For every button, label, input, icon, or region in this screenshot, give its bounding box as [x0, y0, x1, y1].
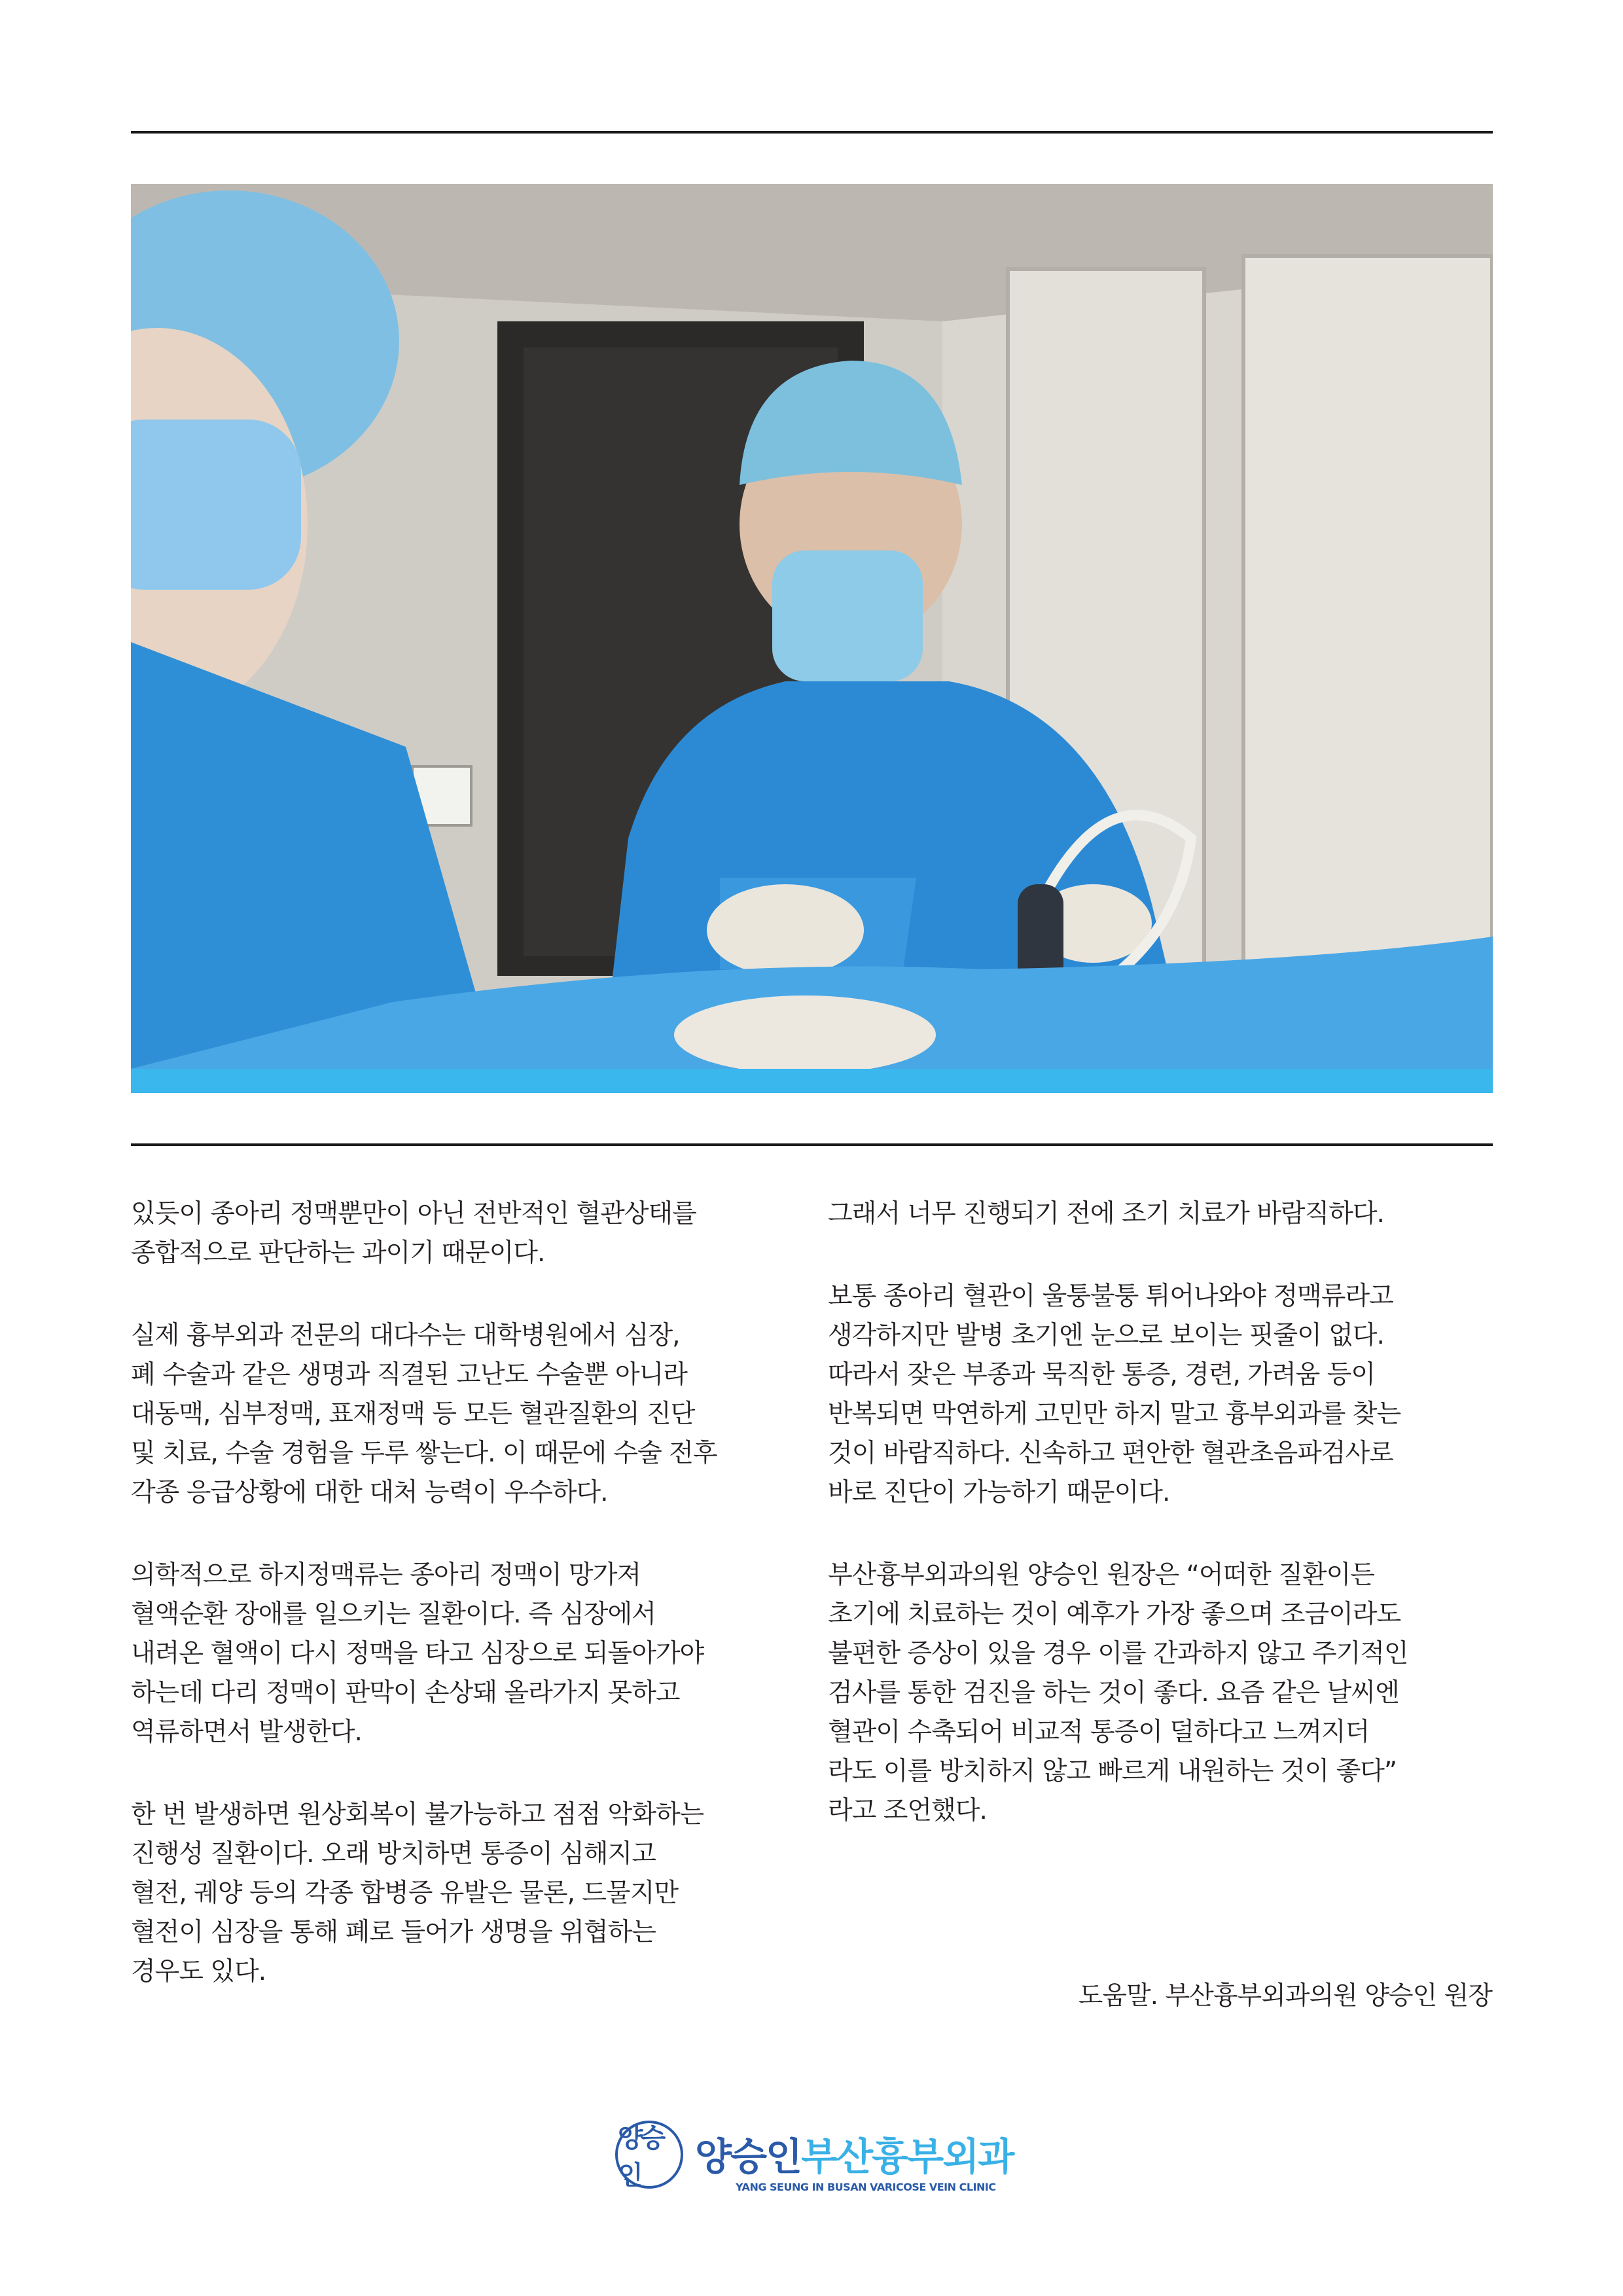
- paragraph-2: 실제 흉부외과 전문의 대다수는 대학병원에서 심장, 폐 수술과 같은 생명과 직결된 고난도 수술뿐 아니라 대동맥, 심부정맥, 표재정맥 등 모든 혈관질환의 진단 및 치료, 수술 경험을 두루 쌓는다. 이 때문에 수술 전후 각종 응급상황에 대한 대처 능력이 우수하다.: [131, 1321, 717, 1507]
- top-divider: [131, 131, 1493, 134]
- surgery-photo-illustration: [131, 184, 1493, 1069]
- clinic-name-clinic: 부산흉부외과: [801, 2134, 1014, 2179]
- paragraph-7: 부산흉부외과의원 양승인 원장은 “어떠한 질환이든 초기에 치료하는 것이 예후가 가장 좋으며 조금이라도 불편한 증상이 있을 경우 이를 간과하지 않고 주기적인 검사를 통한 검진을 하는 것이 좋다. 요즘 같은 날씨엔 혈관이 수축되어 비교적 통증이 덜하다고 느껴지더 라도 이를 방치하지 않고 빠르게 내원하는 것이 좋다” 라고 조언했다.: [828, 1560, 1408, 1825]
- clinic-name-doctor: 양승인: [695, 2134, 802, 2179]
- right-column: [828, 1194, 1522, 1874]
- surgery-photo: [131, 184, 1493, 1069]
- left-column: [131, 1194, 812, 2035]
- paragraph-3: 의학적으로 하지정맥류는 종아리 정맥이 망가져 혈액순환 장애를 일으키는 질환이다. 즉 심장에서 내려온 혈액이 다시 정맥을 타고 심장으로 되돌아가야 하는데 다리 정맥이 판막이 손상돼 올라가지 못하고 역류하면서 발생한다.: [131, 1560, 704, 1747]
- advisor-credit: 도움말. 부산흉부외과의원 양승인 원장: [1078, 1981, 1492, 2011]
- section-divider: [131, 1143, 1493, 1146]
- photo-accent-bar: [131, 1069, 1493, 1093]
- clinic-emblem-icon: 양승인: [615, 2121, 683, 2189]
- clinic-subtitle: YANG SEUNG IN BUSAN VARICOSE VEIN CLINIC: [736, 2181, 996, 2193]
- paragraph-4: 한 번 발생하면 원상회복이 불가능하고 점점 악화하는 진행성 질환이다. 오래 방치하면 통증이 심해지고 혈전, 궤양 등의 각종 합병증 유발은 물론, 드물지만 혈전이 심장을 통해 폐로 들어가 생명을 위협하는 경우도 있다.: [131, 1800, 704, 1986]
- paragraph-6: 보통 종아리 혈관이 울퉁불퉁 튀어나와야 정맥류라고 생각하지만 발병 초기엔 눈으로 보이는 핏줄이 없다. 따라서 잦은 부종과 묵직한 통증, 경련, 가려움 등이 반복되면 막연하게 고민만 하지 말고 흉부외과를 찾는 것이 바람직하다. 신속하고 편안한 혈관초음파검사로 바로 진단이 가능하기 때문이다.: [828, 1282, 1401, 1507]
- paragraph-5: 그래서 너무 진행되기 전에 조기 치료가 바람직하다.: [828, 1199, 1384, 1229]
- paragraph-1: 있듯이 종아리 정맥뿐만이 아닌 전반적인 혈관상태를 종합적으로 판단하는 과이기 때문이다.: [131, 1199, 696, 1268]
- clinic-name: [695, 2126, 1013, 2181]
- clinic-logo: [615, 2121, 1014, 2206]
